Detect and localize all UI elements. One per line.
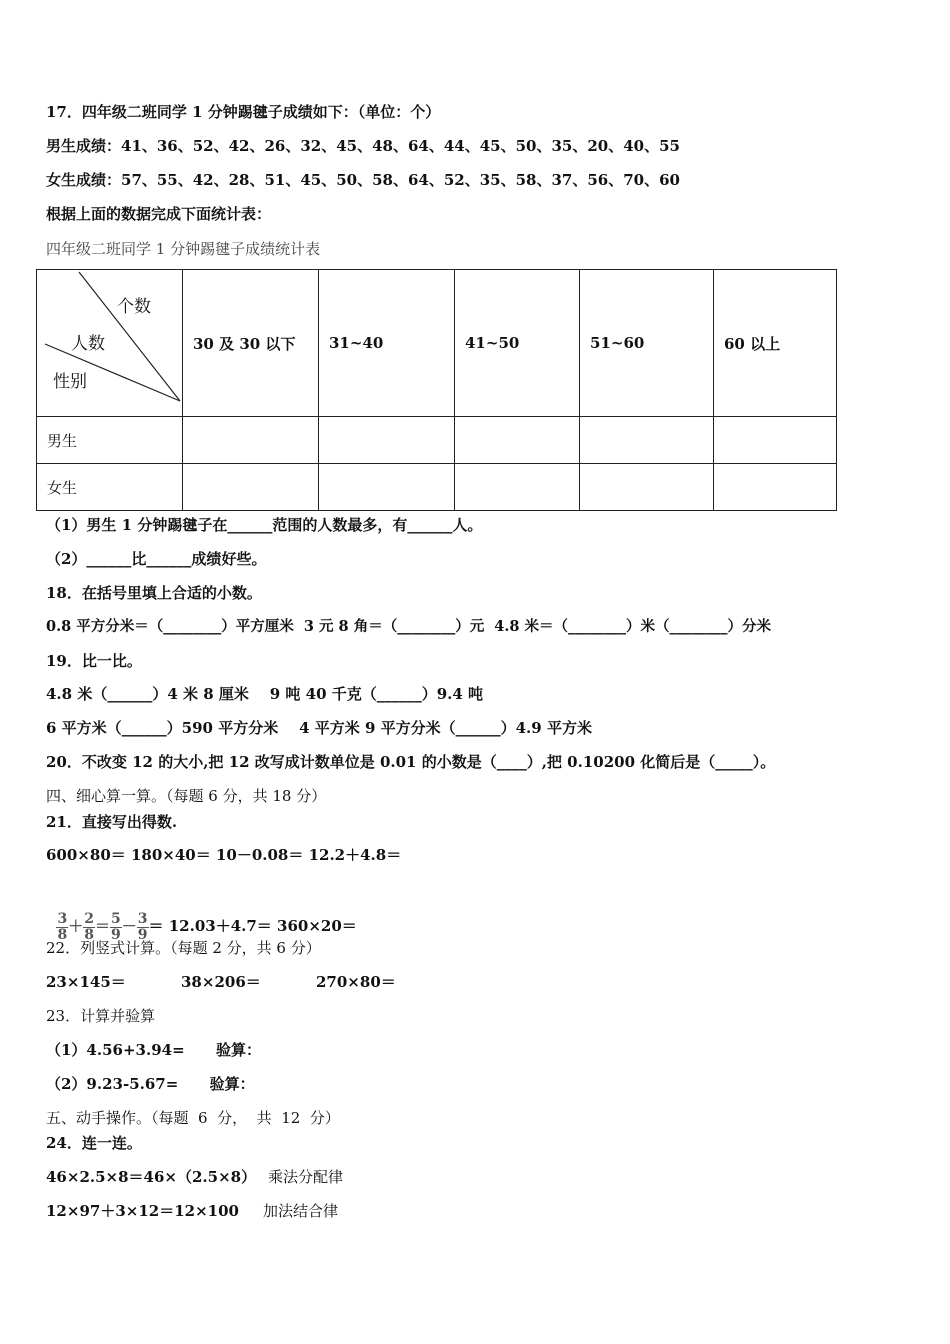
cell-boys-3[interactable]: [455, 417, 580, 464]
fraction-2-8: $\frac{2}{8}$: [84, 910, 94, 943]
q24-right-2: 加法结合律: [263, 1202, 339, 1220]
q17-sub2: （2）______比______成绩好些。: [46, 550, 267, 568]
corner-label-count: 个数: [117, 297, 151, 317]
table-row-boys: [37, 417, 837, 464]
q21-title: 21．直接写出得数.: [46, 813, 178, 831]
q23-problem-2: （2）9.23-5.67= 验算：: [46, 1075, 255, 1093]
fraction-3-9: $\frac{3}{9}$: [137, 910, 148, 943]
cell-girls-4[interactable]: [580, 464, 714, 511]
cell-boys-2[interactable]: [319, 417, 455, 464]
q17-girls-scores: 女生成绩：57、55、42、28、51、45、50、58、64、52、35、58、37、56、70、60: [46, 171, 680, 189]
cell-girls-3[interactable]: [455, 464, 580, 511]
q22-title: 22．列竖式计算。（每题 2 分，共 6 分）: [46, 939, 321, 957]
q23-problem-1: （1）4.56+3.94= 验算：: [46, 1041, 261, 1059]
table-caption: 四年级二班同学 1 分钟踢毽子成绩统计表: [46, 240, 321, 258]
corner-label-gender: 性别: [53, 372, 87, 392]
cell-girls-1[interactable]: [183, 464, 319, 511]
row-label-girls: 女生: [37, 464, 183, 511]
score-stat-table: [36, 269, 837, 511]
q18-title: 18．在括号里填上合适的小数。: [46, 584, 262, 602]
cell-girls-2[interactable]: [319, 464, 455, 511]
cell-boys-5[interactable]: [714, 417, 837, 464]
corner-diagonal-lines: [37, 270, 182, 416]
fraction-5-9: $\frac{5}{9}$: [110, 910, 121, 943]
table-row-girls: [37, 464, 837, 511]
header-range-5: 60 以上: [714, 270, 837, 417]
table-corner-cell: [37, 270, 183, 417]
q22-problem-c: 270×80＝: [316, 973, 396, 991]
q21-line2: $\frac{3}{8}$ ＋ $\frac{2}{8}$ ＝ $\frac{5}{9}$ － $\frac{3}{9}$ ＝ 12.03＋4.7＝ 360×20＝: [57, 910, 357, 943]
section5-title: 五、动手操作。（每题 6 分， 共 12 分）: [46, 1109, 340, 1127]
corner-label-people: 人数: [71, 334, 105, 354]
q17-instruction: 根据上面的数据完成下面统计表：: [46, 205, 272, 223]
q17-sub1: （1）男生 1 分钟踢毽子在______范围的人数最多，有______人。: [46, 516, 483, 534]
q17-title: 17．四年级二班同学 1 分钟踢毽子成绩如下：（单位：个）: [46, 103, 441, 121]
header-range-2: 31~40: [319, 270, 455, 417]
section4-title: 四、细心算一算。（每题 6 分，共 18 分）: [46, 787, 327, 805]
q22-problem-b: 38×206＝: [181, 973, 261, 991]
cell-boys-4[interactable]: [580, 417, 714, 464]
q21-line1: 600×80＝ 180×40＝ 10－0.08＝ 12.2＋4.8＝: [46, 846, 402, 864]
q24-left-1: 46×2.5×8＝46×（2.5×8）: [46, 1168, 257, 1186]
q19-title: 19．比一比。: [46, 652, 142, 670]
q19-line1: 4.8 米（______）4 米 8 厘米 9 吨 40 千克（______）9.4 吨: [46, 685, 484, 703]
q23-title: 23．计算并验算: [46, 1007, 156, 1025]
q18-line: 0.8 平方分米＝（________）平方厘米 3 元 8 角＝（________）元 4.8 米＝（________）米（________）分米: [46, 618, 772, 635]
cell-boys-1[interactable]: [183, 417, 319, 464]
q24-left-2: 12×97＋3×12＝12×100: [46, 1202, 239, 1220]
q20-line: 20．不改变 12 的大小,把 12 改写成计数单位是 0.01 的小数是（____）,把 0.10200 化简后是（_____）。: [46, 753, 776, 771]
header-range-4: 51~60: [580, 270, 714, 417]
q19-line2: 6 平方米（______）590 平方分米 4 平方米 9 平方分米（______）4.9 平方米: [46, 719, 592, 737]
fraction-3-8: $\frac{3}{8}$: [57, 910, 68, 943]
q22-problem-a: 23×145＝: [46, 973, 126, 991]
row-label-boys: 男生: [37, 417, 183, 464]
q24-title: 24．连一连。: [46, 1134, 142, 1152]
header-range-3: 41~50: [455, 270, 580, 417]
q24-right-1: 乘法分配律: [268, 1168, 344, 1186]
q17-boys-scores: 男生成绩：41、36、52、42、26、32、45、48、64、44、45、50、35、20、40、55: [46, 137, 680, 155]
header-range-1: 30 及 30 以下: [183, 270, 319, 417]
cell-girls-5[interactable]: [714, 464, 837, 511]
